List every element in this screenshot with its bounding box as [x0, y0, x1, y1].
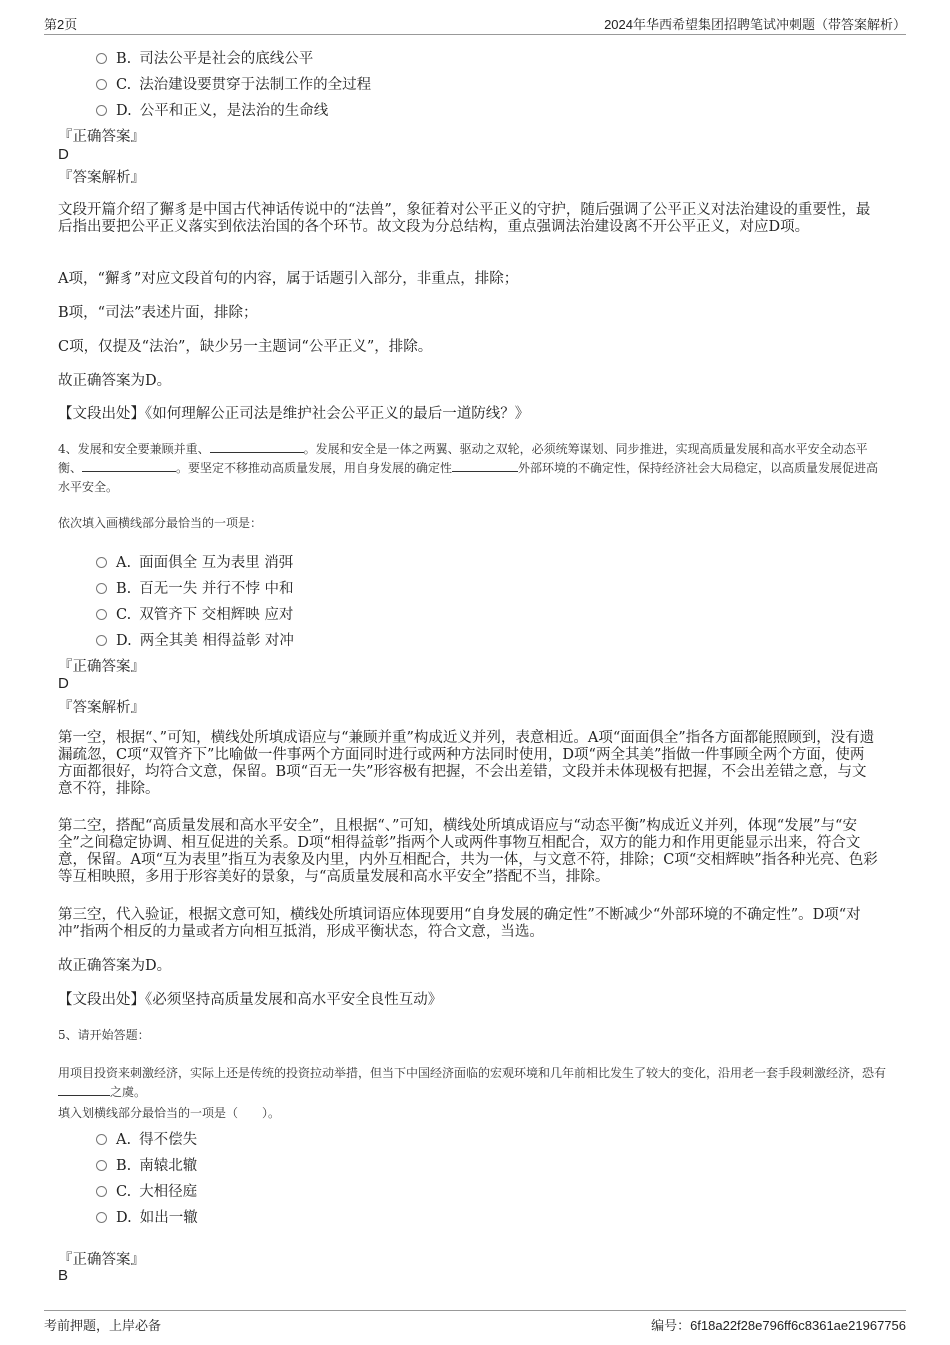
radio-icon[interactable]: [96, 1134, 107, 1145]
radio-icon[interactable]: [96, 53, 107, 64]
q3-answer: D: [58, 146, 69, 163]
page-header: [44, 12, 906, 35]
q4-blank-1: [210, 440, 304, 453]
document-code: 编号：6f18a22f28e796ff6c8361ae21967756: [651, 1318, 906, 1333]
q5-option-a[interactable]: A. 得不偿失: [96, 1128, 197, 1149]
q3-analysis-para-1: 文段开篇介绍了獬豸是中国古代神话传说中的“法兽”，象征着对公平正义的守护，随后强调了公平正义对法治建设的重要性，最后指出要把公平正义落实到依法治国的各个环节。故文段为分总结构，重点强调法治建设离不开公平正义，对应D项。: [58, 202, 871, 235]
q4-option-c[interactable]: C. 双管齐下 交相辉映 应对: [96, 603, 293, 624]
q3-analysis-para-2: A项，“獬豸”对应文段首句的内容，属于话题引入部分，非重点，排除；: [58, 271, 519, 287]
q3-option-b[interactable]: B. 司法公平是社会的底线公平: [96, 47, 313, 68]
q4-analysis-para-2: 第二空，搭配“高质量发展和高水平安全”，且根据“、”可知，横线处所填成语应与“动态平衡”构成近义并列，体现“发展”与“安全”之间稳定协调、相互促进的关系。D项“相得益彰”指两个人或两件事物互相配合，双方的能力和作用更能显示出来，符合文意，保留。A项“互为表里”指互为表象及内里，内外互相配合，共为一体，与文意不符，排除；C项“交相辉映”指各种光亮、色彩等互相映照，多用于形容美好的景象，与“高质量发展和高水平安全”搭配不当，排除。: [58, 818, 878, 885]
radio-icon[interactable]: [96, 583, 107, 594]
q3-option-d[interactable]: D. 公平和正义，是法治的生命线: [96, 99, 328, 120]
q4-analysis-label: 『答案解析』: [58, 700, 145, 716]
q4-stem: 4、发展和安全要兼顾并重、 。发展和安全是一体之两翼、驱动之双轮，必须统筹谋划、同步推进，实现高质量发展和高水平安全动态平衡、 。要坚定不移推动高质量发展，用自身发展的确定性 外部环境的不确定性，保持经济社会大局稳定，以高质量发展促进高水平安全。: [58, 442, 879, 494]
q3-analysis-label: 『答案解析』: [58, 170, 145, 186]
q4-correct-label: 『正确答案』: [58, 659, 145, 675]
radio-icon[interactable]: [96, 79, 107, 90]
q4-analysis-para-4: 故正确答案为D。: [58, 958, 172, 974]
q4-blank-3: [452, 459, 518, 472]
q3-option-c[interactable]: C. 法治建设要贯穿于法制工作的全过程: [96, 73, 371, 94]
radio-icon[interactable]: [96, 609, 107, 620]
q4-analysis-para-3: 第三空，代入验证，根据文意可知，横线处所填词语应体现要用“自身发展的确定性”不断减少“外部环境的不确定性”。D项“对冲”指两个相反的力量或者方向相互抵消，形成平衡状态，符合文意，当选。: [58, 907, 861, 940]
page-footer: [44, 1310, 906, 1335]
q5-passage: 用项目投资来刺激经济，实际上还是传统的投资拉动举措，但当下中国经济面临的宏观环境和几年前相比发生了较大的变化，沿用老一套手段刺激经济，恐有之虞。: [58, 1066, 887, 1099]
radio-icon[interactable]: [96, 635, 107, 646]
q5-answer: B: [58, 1267, 69, 1284]
q4-source: 【文段出处】《必须坚持高质量发展和高水平安全良性互动》: [58, 992, 443, 1008]
page-number: 第2页: [44, 17, 78, 32]
radio-icon[interactable]: [96, 1212, 107, 1223]
q3-analysis-para-5: 故正确答案为D。: [58, 373, 172, 389]
q5-prompt: 填入划横线部分最恰当的一项是（ ）。: [58, 1106, 281, 1120]
q4-blank-2: [82, 459, 176, 472]
radio-icon[interactable]: [96, 105, 107, 116]
radio-icon[interactable]: [96, 557, 107, 568]
q5-correct-label: 『正确答案』: [58, 1252, 145, 1268]
radio-icon[interactable]: [96, 1160, 107, 1171]
q3-analysis-para-4: C项，仅提及“法治”，缺少另一主题词“公平正义”，排除。: [58, 339, 433, 355]
q4-answer: D: [58, 675, 69, 692]
q4-option-d[interactable]: D. 两全其美 相得益彰 对冲: [96, 629, 294, 650]
footer-slogan: 考前押题，上岸必备: [44, 1318, 162, 1333]
q5-option-d[interactable]: D. 如出一辙: [96, 1206, 198, 1227]
q4-option-a[interactable]: A. 面面俱全 互为表里 消弭: [96, 551, 293, 572]
radio-icon[interactable]: [96, 1186, 107, 1197]
q3-analysis-para-3: B项，“司法”表述片面，排除；: [58, 305, 258, 321]
q5-blank: [58, 1083, 110, 1096]
q4-prompt: 依次填入画横线部分最恰当的一项是：: [58, 516, 263, 530]
q5-option-c[interactable]: C. 大相径庭: [96, 1180, 197, 1201]
q5-option-b[interactable]: B. 南辕北辙: [96, 1154, 197, 1175]
q4-option-b[interactable]: B. 百无一失 并行不悖 中和: [96, 577, 293, 598]
q4-analysis-para-1: 第一空，根据“、”可知，横线处所填成语应与“兼顾并重”构成近义并列，表意相近。A项“面面俱全”指各方面都能照顾到，没有遗漏疏忽，C项“双管齐下”比喻做一件事两个方面同时进行或两种方法同时使用，D项“两全其美”指做一件事顾全两个方面，使两方面都很好，均符合文意，保留。B项“百无一失”形容极有把握，不会出差错，文段并未体现极有把握，不会出差错之意，与文意不符，排除。: [58, 730, 875, 797]
q3-correct-label: 『正确答案』: [58, 129, 145, 145]
q3-source: 【文段出处】《如何理解公正司法是维护社会公平正义的最后一道防线？》: [58, 406, 530, 422]
document-title: 2024年华西希望集团招聘笔试冲刺题（带答案解析）: [604, 17, 906, 32]
q5-stem: 5、请开始答题：: [58, 1028, 150, 1042]
